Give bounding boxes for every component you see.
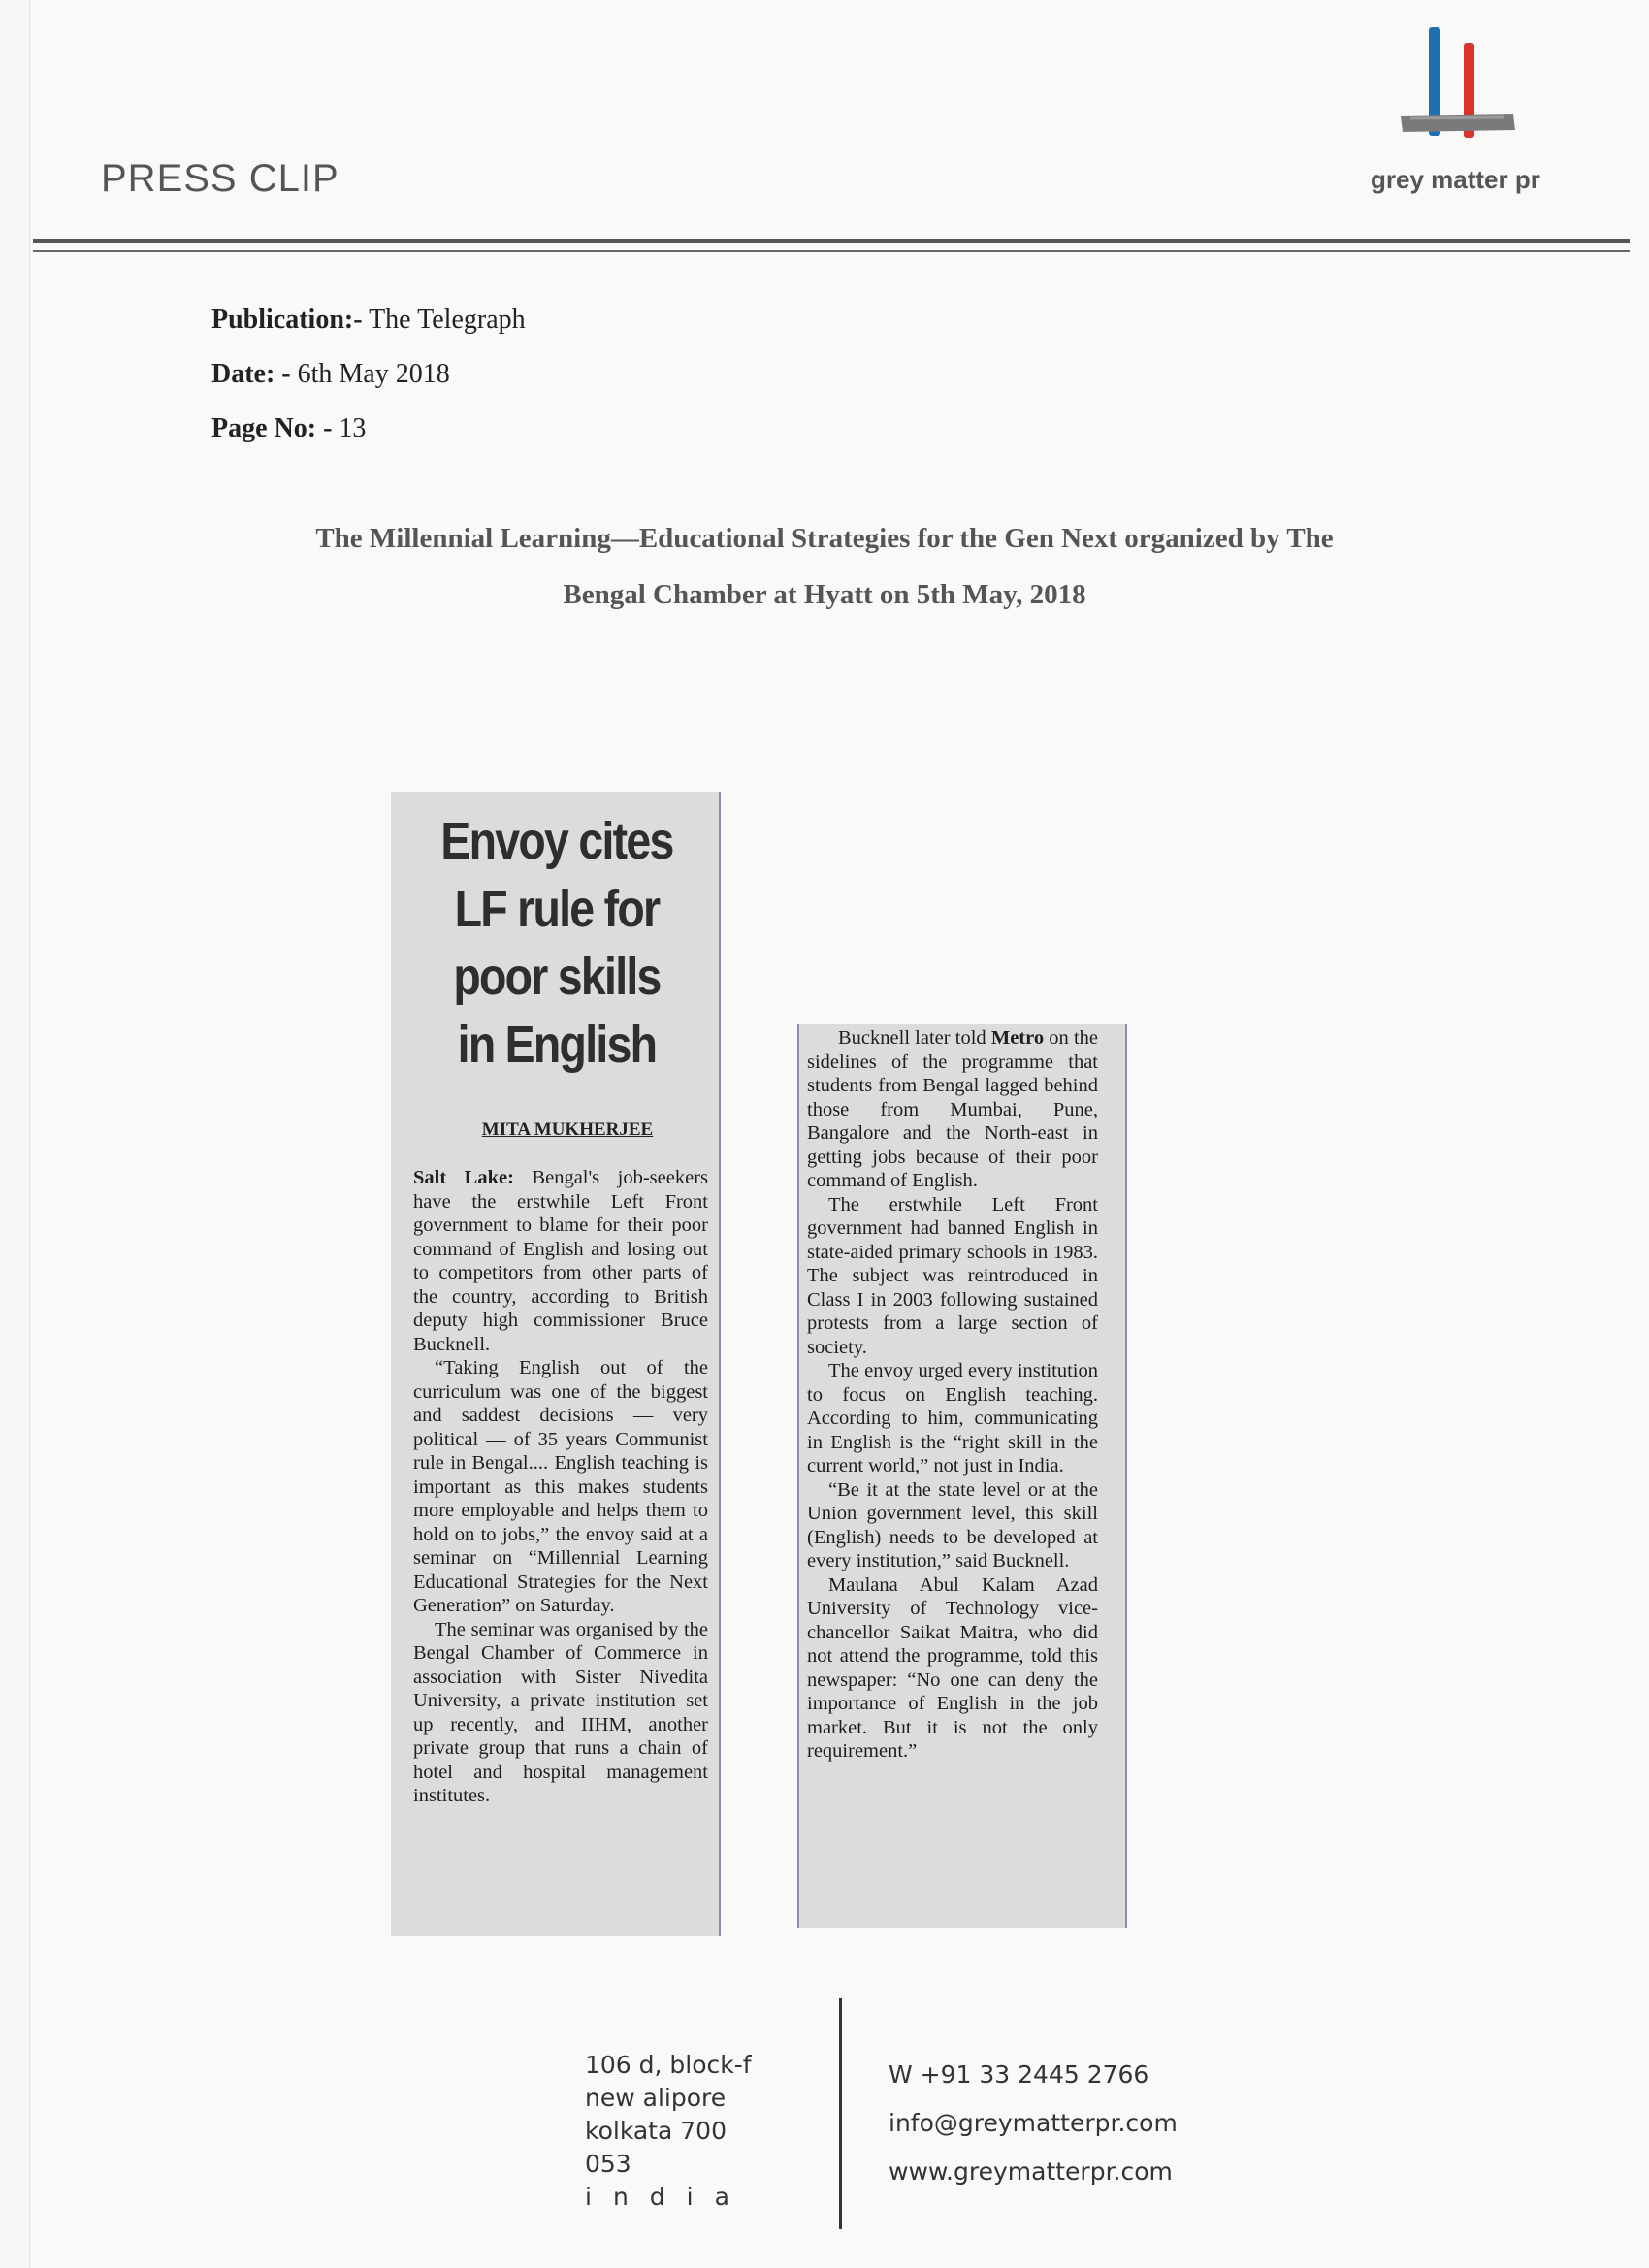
- page-value: 13: [339, 413, 367, 443]
- article-headline: [423, 807, 690, 1079]
- header-rule-thick: [33, 239, 1630, 243]
- headline-line: in English: [457, 1016, 657, 1074]
- publication-line: [211, 305, 526, 336]
- dateline: Salt Lake:: [413, 1167, 514, 1188]
- article-column-left: [413, 1166, 708, 1808]
- headline-line: poor skills: [453, 948, 661, 1006]
- address-line: 106 d, block-f: [585, 2051, 752, 2079]
- article-paragraph: The envoy urged every institution to focus on English teaching. According to him, communicating in English is the “right skill in the current world,” not just in India.: [807, 1360, 1098, 1476]
- paragraph-text: Bengal's job-seekers have the erstwhile Left Front government to blame for their poor command of English and losing out to competitors from other parts of the country, according to British deputy high commissioner Bruce Bucknell.: [413, 1167, 709, 1355]
- phone-number: W +91 33 2445 2766: [889, 2060, 1149, 2089]
- headline-line: LF rule for: [454, 880, 660, 938]
- address-line: new alipore: [585, 2084, 727, 2112]
- article-paragraph: The seminar was organised by the Bengal Chamber of Commerce in association with Sister Nivedita University, a private institution set up recently, and IIHM, another private group that runs a chain of hotel and hospital management institutes.: [413, 1618, 708, 1806]
- article-column-right: [807, 1026, 1098, 1764]
- footer-contact: [889, 2051, 1277, 2196]
- address-country: india: [585, 2183, 751, 2211]
- event-title-line-2: Bengal Chamber at Hyatt on 5th May, 2018: [563, 579, 1086, 610]
- date-line: [211, 359, 450, 390]
- article-byline: MITA MUKHERJEE: [481, 1119, 654, 1140]
- metro-label: Metro: [990, 1027, 1045, 1049]
- email-address[interactable]: info@greymatterpr.com: [889, 2109, 1178, 2137]
- article-paragraph: [413, 1166, 708, 1356]
- paragraph-text: Bucknell later told: [838, 1027, 986, 1049]
- event-title: [175, 510, 1474, 623]
- page-label: Page No: -: [211, 413, 333, 443]
- footer-address: [585, 2049, 779, 2214]
- article-paragraph: “Taking English out of the curriculum was one of the biggest and saddest decisions — very political — of 35 years Communist rule in Bengal.... English teaching is important as this makes students more employable and helps them to hold on to jobs,” the envoy said at a seminar on “Millennial Learning Educational Strategies for the Next Generation” on Saturday.: [413, 1357, 708, 1616]
- header-rule-thin: [33, 250, 1630, 252]
- page-number-line: [211, 413, 366, 444]
- date-label: Date: -: [211, 359, 291, 389]
- press-clip-label: PRESS CLIP: [101, 157, 340, 200]
- article-paragraph: The erstwhile Left Front government had banned English in state-aided primary schools in 1983. The subject was reintroduced in Class I in 2003 following sustained protests from a large section of society.: [807, 1193, 1098, 1358]
- paragraph-text: on the sidelines of the programme that students from Bengal lagged behind those from Mumbai, Pune, Bangalore and the North-east in getting jobs because of their poor command of English.: [807, 1027, 1098, 1191]
- date-value: 6th May 2018: [297, 359, 450, 389]
- article-paragraph: “Be it at the state level or at the Union government level, this skill (English) needs to be developed at every institution,” said Bucknell.: [807, 1478, 1098, 1571]
- article-paragraph: [807, 1026, 1098, 1193]
- website-link[interactable]: www.greymatterpr.com: [889, 2157, 1173, 2186]
- publication-value: The Telegraph: [369, 305, 526, 335]
- logo-text: grey matter pr: [1371, 165, 1540, 194]
- article-paragraph: Maulana Abul Kalam Azad University of Technology vice-chancellor Saikat Maitra, who did not attend the programme, told this newspaper: “No one can deny the importance of English in the job market. But it is not the only requirement.”: [807, 1573, 1098, 1762]
- event-title-line-1: The Millennial Learning—Educational Strategies for the Gen Next organized by The: [315, 523, 1334, 554]
- headline-line: Envoy cites: [440, 812, 673, 870]
- footer-divider: [839, 1998, 842, 2229]
- address-line: kolkata 700 053: [585, 2117, 727, 2178]
- publication-label: Publication:-: [211, 305, 363, 335]
